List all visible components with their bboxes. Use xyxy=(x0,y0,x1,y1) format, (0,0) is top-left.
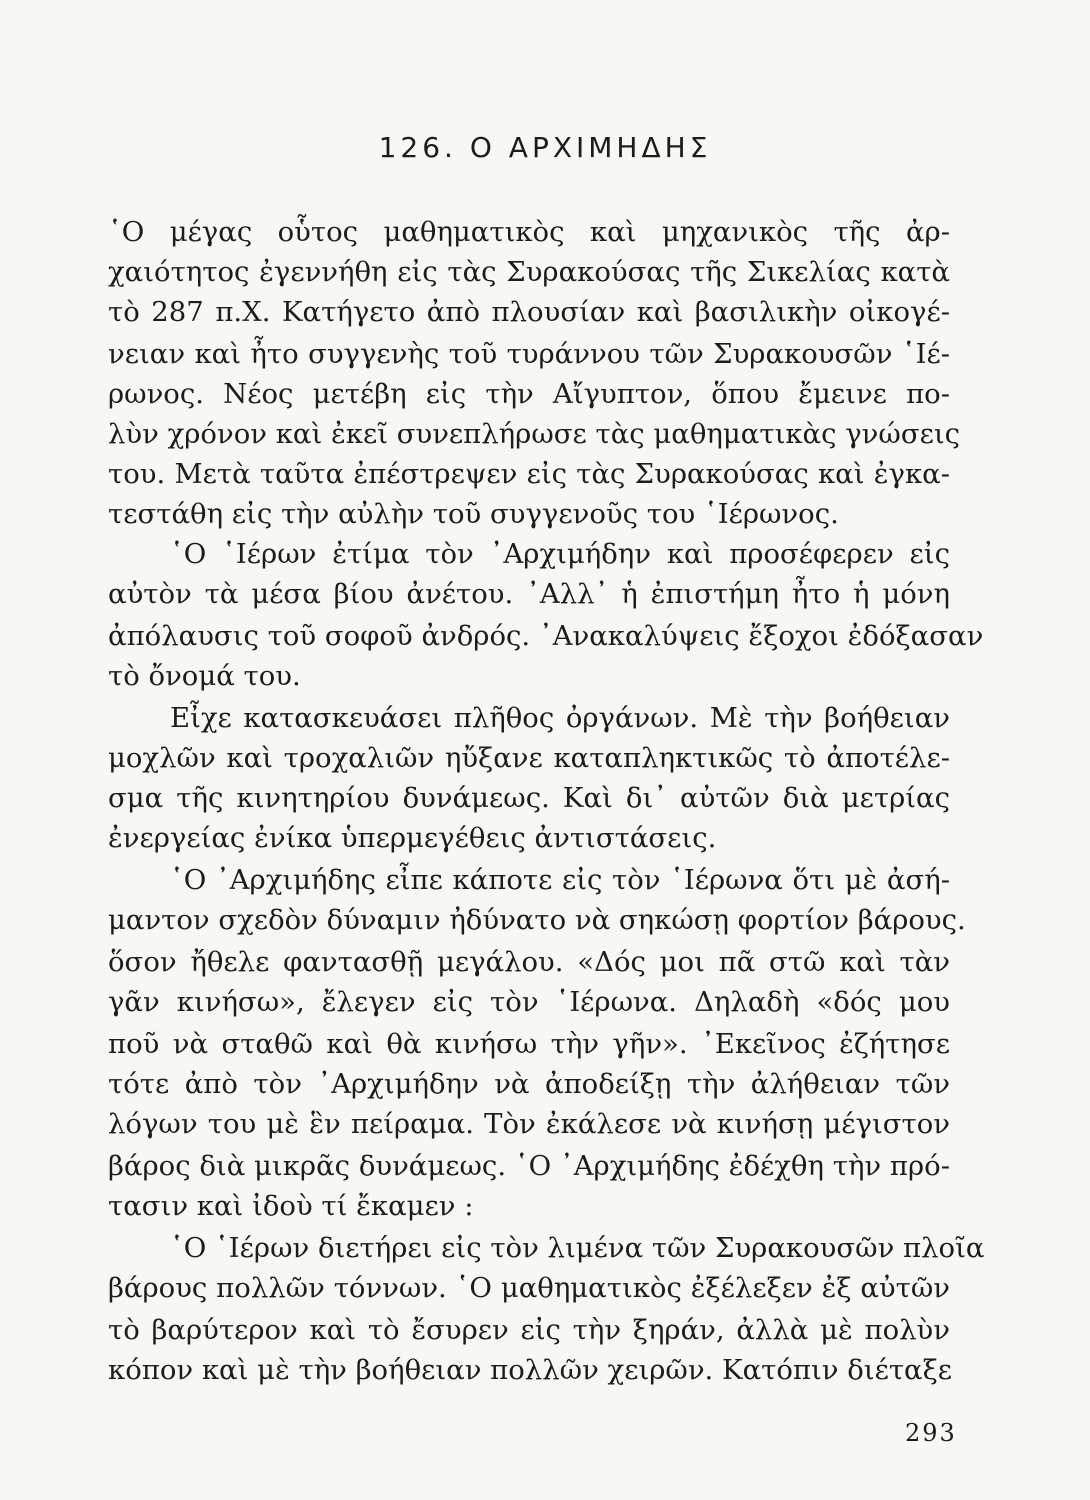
text-line: ὅσον ἤθελε φαντασθῇ μεγάλου. «Δός μοι πᾶ στῶ καὶ τὰν xyxy=(108,946,950,978)
text-line: τότε ἀπὸ τὸν ᾿Αρχιμήδην νὰ ἀποδείξῃ τὴν ἀλήθειαν τῶν xyxy=(108,1068,950,1100)
text-line: τὸ ὄνομά του. xyxy=(108,660,301,692)
text-line: ἐνεργείας ἐνίκα ὑπερμεγέθεις ἀντιστάσεις. xyxy=(108,822,717,854)
text-line: γᾶν κινήσω», ἔλεγεν εἰς τὸν ῾Ιέρωνα. Δηλαδὴ «δός μου xyxy=(108,986,950,1018)
text-line: λόγων του μὲ ἓν πείραμα. Τὸν ἐκάλεσε νὰ κινήσῃ μέγιστον xyxy=(108,1108,950,1140)
text-line: ρωνος. Νέος μετέβη εἰς τὴν Αἴγυπτον, ὅπου ἔμεινε πο- xyxy=(108,378,950,410)
text-line: ῾Ο ῾Ιέρων ἐτίμα τὸν ᾿Αρχιμήδην καὶ προσέφερεν εἰς xyxy=(170,538,950,570)
text-line: βάρος διὰ μικρᾶς δυνάμεως. ῾Ο ᾿Αρχιμήδης ἐδέχθη τὴν πρό- xyxy=(108,1150,950,1182)
text-line: τασιν καὶ ἰδοὺ τί ἔκαμεν : xyxy=(108,1190,474,1222)
text-line: τὸ 287 π.Χ. Κατήγετο ἀπὸ πλουσίαν καὶ βασιλικὴν οἰκογέ- xyxy=(108,296,950,328)
text-line: νειαν καὶ ἦτο συγγενὴς τοῦ τυράννου τῶν Συρακουσῶν ῾Ιέ- xyxy=(108,338,950,370)
text-line: Εἶχε κατασκευάσει πλῆθος ὀργάνων. Μὲ τὴν βοήθειαν xyxy=(170,702,950,734)
text-line: ῾Ο μέγας οὗτος μαθηματικὸς καὶ μηχανικὸς τῆς ἀρ- xyxy=(108,216,950,248)
text-line: του. Μετὰ ταῦτα ἐπέστρεψεν εἰς τὰς Συρακούσας καὶ ἐγκα- xyxy=(108,458,950,490)
text-line: σμα τῆς κινητηρίου δυνάμεως. Καὶ δι᾿ αὐτῶν διὰ μετρίας xyxy=(108,782,950,814)
text-line: ποῦ νὰ σταθῶ καὶ θὰ κινήσω τὴν γῆν». ᾿Εκεῖνος ἐζήτησε xyxy=(108,1028,950,1060)
text-line: μαντον σχεδὸν δύναμιν ἠδύνατο νὰ σηκώσῃ φορτίον βάρους. xyxy=(108,904,966,936)
text-line: αὐτὸν τὰ μέσα βίου ἀνέτου. ᾿Αλλ᾿ ἡ ἐπιστήμη ἦτο ἡ μόνη xyxy=(108,578,950,610)
text-line: μοχλῶν καὶ τροχαλιῶν ηὔξανε καταπληκτικῶς τὸ ἀποτέλε- xyxy=(108,742,950,774)
text-line: τεστάθη εἰς τὴν αὐλὴν τοῦ συγγενοῦς του ῾Ιέρωνος. xyxy=(108,498,839,530)
text-line: ῾Ο ῾Ιέρων διετήρει εἰς τὸν λιμένα τῶν Συρακουσῶν πλοῖα xyxy=(170,1232,985,1264)
text-line: βάρους πολλῶν τόννων. ῾Ο μαθηματικὸς ἐξέλεξεν ἐξ αὐτῶν xyxy=(108,1272,950,1304)
text-line: κόπον καὶ μὲ τὴν βοήθειαν πολλῶν χειρῶν. Κατόπιν διέταξε xyxy=(108,1354,953,1386)
chapter-title: 126. Ο ΑΡΧΙΜΗΔΗΣ xyxy=(378,131,712,164)
page-number: 293 xyxy=(905,1419,957,1447)
text-line: τὸ βαρύτερον καὶ τὸ ἔσυρεν εἰς τὴν ξηράν, ἀλλὰ μὲ πολὺν xyxy=(108,1314,950,1346)
text-line: χαιότητος ἐγεννήθη εἰς τὰς Συρακούσας τῆς Σικελίας κατὰ xyxy=(108,256,950,288)
text-line: ῾Ο ᾿Αρχιμήδης εἶπε κάποτε εἰς τὸν ῾Ιέρωνα ὅτι μὲ ἀσή- xyxy=(170,864,950,896)
text-line: ἀπόλαυσις τοῦ σοφοῦ ἀνδρός. ᾿Ανακαλύψεις ἔξοχοι ἐδόξασαν xyxy=(108,620,984,652)
text-line: λὺν χρόνον καὶ ἐκεῖ συνεπλήρωσε τὰς μαθηματικὰς γνώσεις xyxy=(108,418,961,450)
